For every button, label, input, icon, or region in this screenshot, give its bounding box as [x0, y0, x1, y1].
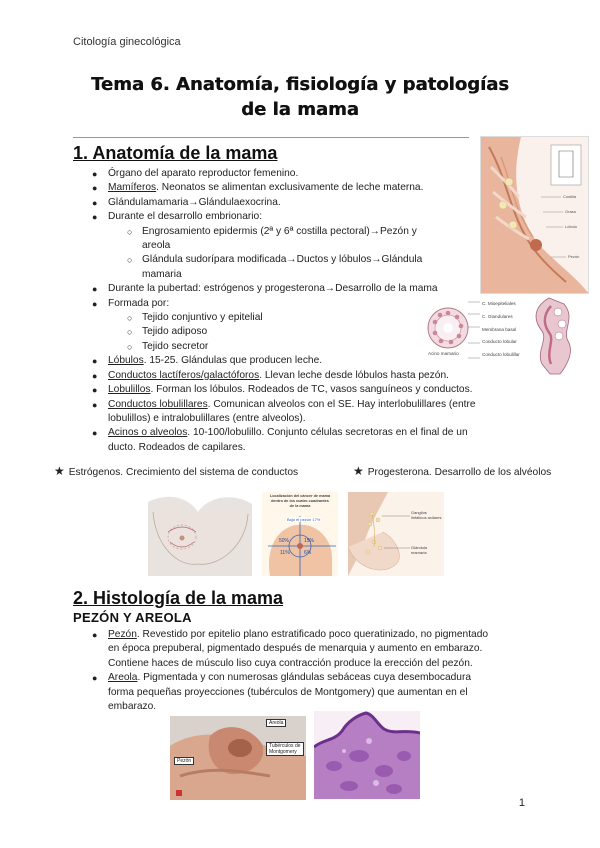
- sub-list-item: ○ Tejido secretor: [127, 340, 209, 352]
- list-item-cont: en época prepuberal, pigmentado después de menarquia y aumento en embarazo.: [108, 643, 483, 655]
- list-item: ● Durante el desarrollo embrionario:: [92, 211, 263, 223]
- sub-list-item-cont: mamaria: [142, 268, 182, 280]
- cancer-figure-title: Localización del cáncer de mama dentro de los cuatro cuadrantes de la mama: [269, 494, 331, 508]
- sub-list-item: ○ Tejido adiposo: [127, 326, 208, 338]
- estrogen-note: ★ Estrógenos. Crecimiento del sistema de conductos: [54, 464, 299, 478]
- quadrant-pct-label: 6%: [304, 550, 312, 556]
- svg-text:Grasa: Grasa: [565, 209, 576, 214]
- section-1-heading: 1. Anatomía de la mama: [73, 143, 278, 163]
- nipple-areola-subheading: PEZÓN Y AREOLA: [73, 610, 192, 625]
- svg-text:Costilla: Costilla: [563, 194, 577, 199]
- acinus-caption: Acino mamario: [428, 351, 459, 356]
- sub-list-item: ○ Glándula sudorípara modificada→Ductos y lóbulos→Glándula: [127, 254, 423, 266]
- montgomery-label: Tubérculos de Montgomery: [266, 742, 304, 756]
- list-item: ● Conductos lobulillares. Comunican alveolos con el SE. Hay interlobulillares (entre: [92, 398, 476, 410]
- label-lobulillar-duct: Conducto lobulillar: [482, 352, 520, 358]
- document-header: Citología ginecológica: [73, 36, 181, 48]
- progesterone-note: ★ Progesterona. Desarrollo de los alvéolos: [353, 464, 552, 478]
- list-item: ● Mamíferos. Neonatos se alimentan exclusivamente de leche materna.: [92, 182, 424, 194]
- svg-text:Lóbulo: Lóbulo: [565, 224, 578, 229]
- svg-text:Pezón: Pezón: [568, 254, 580, 259]
- star-icon: ★: [353, 464, 364, 478]
- title-line-1: Tema 6. Anatomía, fisiología y patologías: [91, 74, 509, 95]
- areola-label: Areola: [266, 719, 286, 727]
- breast-anatomy-illustration: [480, 136, 589, 294]
- breast-cancer-quadrants-illustration: [262, 492, 338, 576]
- page-title: [60, 72, 540, 122]
- label-myoepithelial: C. Mioepiteliales: [482, 301, 516, 306]
- list-item: ● Conductos lactíferos/galactóforos. Llevan leche desde lóbulos hasta pezón.: [92, 369, 449, 381]
- list-item: ● Acinos o alveolos. 10-100/lobulillo. Conjunto células secretoras en el final de un: [92, 427, 468, 439]
- list-item-cont: ducto. Rodeados de capilares.: [108, 441, 246, 453]
- page-number: 1: [518, 797, 525, 809]
- title-line-2: de la mama: [241, 99, 359, 120]
- list-item: ● Areola. Pigmentada y con numerosas glándulas sebáceas cuya desembocadura: [92, 672, 472, 684]
- label-lobular-duct: Conducto lobular: [482, 339, 517, 345]
- list-item: ● Lóbulos. 15-25. Glándulas que producen leche.: [92, 355, 323, 367]
- section-2-heading: 2. Histología de la mama: [73, 588, 284, 608]
- list-item-cont: lobulillos) e intralobulillares (entre alveolos).: [108, 412, 306, 424]
- list-item: ● Lobulillos. Forman los lóbulos. Rodeados de TC, vasos sanguíneos y conductos.: [92, 384, 473, 396]
- quadrant-pct-label: 50%: [279, 538, 290, 544]
- lobule-labels: [482, 298, 542, 362]
- sub-list-item-cont: areola: [142, 240, 171, 252]
- list-item-cont: Contiene haces de músculo liso cuya contracción produce la erección del pezón.: [108, 657, 473, 669]
- list-item: ● Formada por:: [92, 297, 170, 309]
- list-item-cont: forma pequeñas proyecciones (tubérculos de Montgomery) que aumentan en el: [108, 686, 468, 698]
- quadrant-pct-label: 11%: [280, 550, 290, 556]
- list-item: ● Durante la pubertad: estrógenos y progesterona→Desarrollo de la mama: [92, 283, 438, 295]
- star-icon: ★: [54, 464, 65, 478]
- anatomy-list: [92, 167, 488, 455]
- mammary-gland-label: Glándula mamaria: [411, 545, 428, 555]
- axillary-nodes-label: Ganglios linfáticos axilares: [411, 510, 442, 520]
- estrogen-breast-illustration: [148, 492, 252, 576]
- list-item: ● Glándulamamaria→Glándulaexocrina.: [92, 196, 281, 208]
- label-glandular-cells: C. Glandulares: [482, 313, 513, 319]
- areola-histology-micrograph: [314, 711, 420, 799]
- progesterone-breast-illustration: [348, 492, 444, 576]
- areola-photo: [170, 716, 306, 800]
- quadrant-pct-label: 15%: [304, 538, 315, 544]
- histology-list: [92, 628, 528, 714]
- list-item: ● Órgano del aparato reproductor femenino.: [92, 168, 299, 179]
- title-divider: [73, 137, 469, 138]
- label-basement-membrane: Membrana basal: [482, 326, 517, 332]
- list-item: ● Pezón. Revestido por epitelio plano estratificado poco queratinizado, no pigmentado: [92, 629, 489, 640]
- sub-list-item: ○ Tejido conjuntivo y epitelial: [127, 312, 263, 324]
- nipple-label: Pezón: [174, 757, 194, 765]
- sub-list-item: ○ Engrosamiento epidermis (2ª y 6ª costilla pectoral)→Pezón y: [127, 225, 417, 237]
- list-item-cont: embarazo.: [108, 701, 157, 713]
- under-nipple-label: Bajo el pezón 17%: [287, 517, 321, 522]
